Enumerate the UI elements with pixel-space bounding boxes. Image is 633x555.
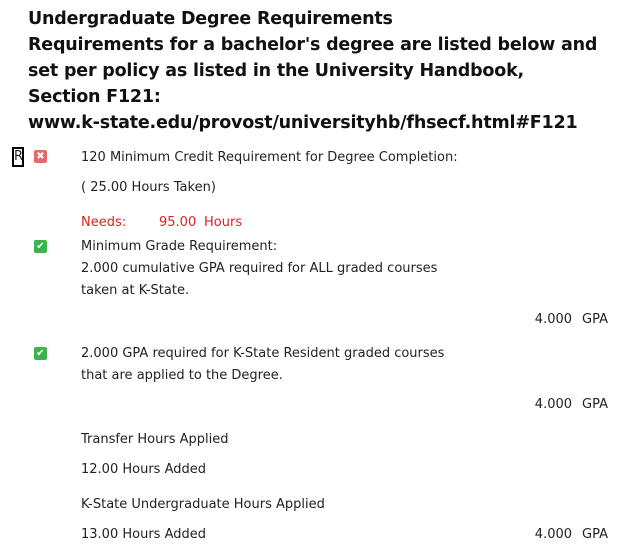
- min-grade-line-2: 2.000 cumulative GPA required for ALL graded courses: [81, 261, 438, 276]
- needs-value: 95.00: [159, 215, 197, 230]
- credit-hours-taken: ( 25.00 Hours Taken): [81, 180, 216, 195]
- min-grade-line-3: taken at K-State.: [81, 283, 190, 298]
- header-line-4: Section F121:: [28, 87, 161, 107]
- min-grade-title: Minimum Grade Requirement:: [81, 239, 278, 254]
- resident-gpa-line-2: that are applied to the Degree.: [81, 368, 283, 383]
- gpa-value: 4.000: [534, 397, 573, 412]
- kstate-hours-title: K-State Undergraduate Hours Applied: [81, 497, 325, 512]
- handbook-link[interactable]: www.k-state.edu/provost/universityhb/fhsecf.html#F121: [28, 113, 578, 133]
- needs-unit: Hours: [204, 215, 243, 230]
- gpa-unit: GPA: [582, 397, 608, 412]
- transfer-hours-title: Transfer Hours Applied: [81, 432, 229, 447]
- gpa-unit: GPA: [582, 527, 608, 542]
- pass-check-icon: ✔: [34, 347, 47, 360]
- kstate-gpa: [535, 524, 608, 546]
- requirement-marker: R: [12, 147, 24, 167]
- pass-check-icon: ✔: [34, 240, 47, 253]
- header-line-title: Undergraduate Degree Requirements: [28, 9, 393, 29]
- resident-gpa-value: [535, 394, 608, 416]
- degree-requirements-header: [28, 6, 618, 136]
- min-grade-gpa: [535, 309, 608, 331]
- header-line-2: Requirements for a bachelor's degree are listed below and: [28, 35, 598, 55]
- gpa-unit: GPA: [582, 312, 608, 327]
- resident-gpa-line-1: 2.000 GPA required for K-State Resident graded courses: [81, 346, 445, 361]
- gpa-value: 4.000: [534, 527, 573, 542]
- header-line-3: set per policy as listed in the University Handbook,: [28, 61, 524, 81]
- fail-x-icon: ✖: [34, 150, 47, 163]
- transfer-hours-added: 12.00 Hours Added: [81, 462, 206, 477]
- gpa-value: 4.000: [534, 312, 573, 327]
- credit-requirement-title: 120 Minimum Credit Requirement for Degree Completion:: [81, 150, 458, 165]
- needs-label: Needs:: [81, 215, 127, 230]
- kstate-hours-added: 13.00 Hours Added: [81, 527, 206, 542]
